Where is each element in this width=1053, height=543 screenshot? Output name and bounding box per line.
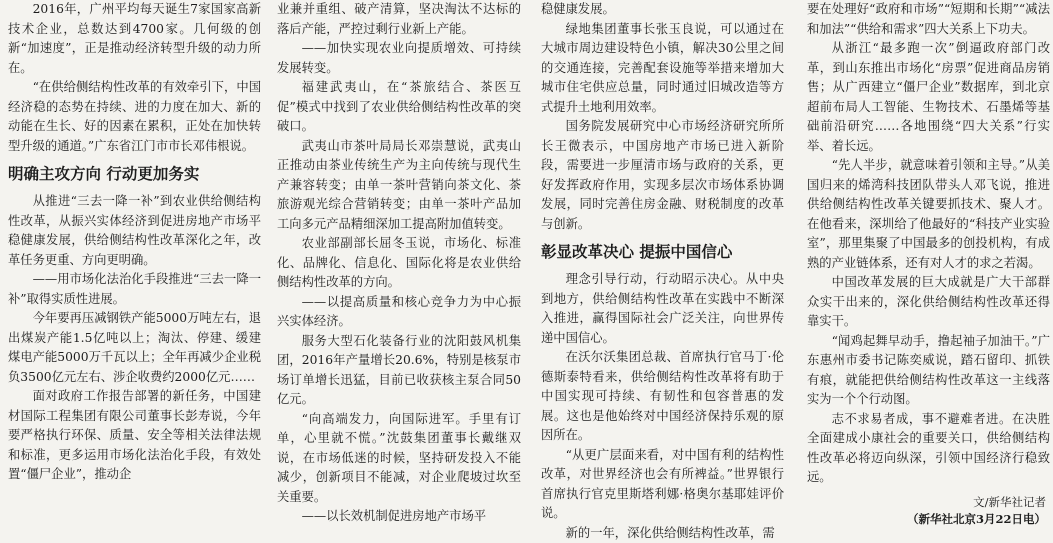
article-column-1 <box>8 0 261 532</box>
section-heading: 彰显改革决心 提振中国信心 <box>541 241 784 263</box>
paragraph-continuation: 要在处理好“政府和市场”“短期和长期”“减法和加法”“供给和需求”四大关系上下功夫。 <box>807 0 1050 39</box>
paragraph: “先人半步，就意味着引领和主导。”从美国归来的烯湾科技团队带头人邓飞说，推进供给侧结构性改革关键要抓技术、聚人才。在他看来，深圳给了他最好的“科技产业实验室”，那里集聚了中国最多的创投机构，有成熟的产业链体系，还有对人才的求之若渴。 <box>807 156 1050 273</box>
paragraph: 今年要再压减钢铁产能5000万吨左右，退出煤炭产能1.5亿吨以上；淘汰、停建、缓建煤电产能5000万千瓦以上；全年再减少企业税负3500亿元左右、涉企收费约2000亿元…… <box>8 309 261 387</box>
paragraph: 志不求易者成，事不避难者进。在决胜全面建成小康社会的重要关口，供给侧结构性改革必将迈向纵深，引领中国经济行稳致远。 <box>807 410 1050 488</box>
paragraph: 2016年，广州平均每天诞生7家国家高新技术企业，总数达到4700家。几何级的创新“加速度”，正是推动经济转型升级的动力所在。 <box>8 0 261 78</box>
paragraph: 从推进“三去一降一补”到农业供给侧结构性改革，从振兴实体经济到促进房地产市场平稳健康发展，供给侧结构性改革深化之年，改革任务更重、方向更明确。 <box>8 192 261 270</box>
paragraph: ——加快实现农业向提质增效、可持续发展转变。 <box>277 39 521 78</box>
article-column-2 <box>277 0 521 532</box>
paragraph: 理念引导行动，行动昭示决心。从中央到地方，供给侧结构性改革在实践中不断深入推进，赢得国际社会广泛关注，向世界传递中国信心。 <box>541 270 784 348</box>
paragraph: 国务院发展研究中心市场经济研究所所长王微表示，中国房地产市场已进入新阶段，需要进一步厘清市场与政府的关系，更好发挥政府作用，实现多层次市场体系协调发展，同时完善住房金融、财税制度的改革与创新。 <box>541 117 784 234</box>
paragraph: 绿地集团董事长张玉良说，可以通过在大城市周边建设特色小镇，解决30公里之间的交通连接，完善配套设施等举措来增加大城市住宅供应总量，同时通过旧城改造等方式提升土地利用效率。 <box>541 20 784 118</box>
paragraph: 在沃尔沃集团总裁、首席执行官马丁·伦德斯泰特看来，供给侧结构性改革将有助于中国实现可持续、有韧性和包容普惠的发展。这也是他始终对中国经济保持乐观的原因所在。 <box>541 348 784 446</box>
paragraph: 服务大型石化装备行业的沈阳鼓风机集团，2016年产量增长20.6%，特别是核泵市场订单增长迅猛，目前已收获核主泵合同50亿元。 <box>277 332 521 410</box>
paragraph: 面对政府工作报告部署的新任务，中国建材国际工程集团有限公司董事长彭寿说，今年要严格执行环保、质量、安全等相关法律法规和标准，更多运用市场化法治化手段，有效处置“僵尸企业”，推动企 <box>8 387 261 485</box>
paragraph: 新的一年，深化供给侧结构性改革，需 <box>541 524 784 543</box>
article-column-3 <box>541 0 784 532</box>
column-4-body <box>807 0 1050 488</box>
paragraph: 武夷山市茶叶局局长邓崇慧说，武夷山正推动由茶业传统生产为主向传统与现代生产兼容转变；由单一茶叶营销向茶文化、茶旅游观光综合营销转变；由单一茶叶产品加工向多元产品精细深加工提高附加值转变。 <box>277 137 521 235</box>
byline: 文/新华社记者 <box>807 494 1046 511</box>
paragraph: 农业部副部长屈冬玉说，市场化、标准化、品牌化、信息化、国际化将是农业供给侧结构性改革的方向。 <box>277 234 521 293</box>
paragraph: ——以长效机制促进房地产市场平 <box>277 507 521 527</box>
paragraph: 福建武夷山，在“茶旅结合、茶医互促”模式中找到了农业供给侧结构性改革的突破口。 <box>277 78 521 137</box>
paragraph: “闻鸡起舞早动手，撸起袖子加油干。”广东惠州市委书记陈奕威说，踏石留印、抓铁有痕，就能把供给侧结构性改革这一主线落实为一个个行动图。 <box>807 332 1050 410</box>
paragraph: 从浙江“最多跑一次”倒逼政府部门改革，到山东推出市场化“房票”促进商品房销售；从广西建立“僵尸企业”数据库，到北京超前布局人工智能、生物技术、石墨烯等基础前沿研究……各地围绕“四大关系”行实举、着长远。 <box>807 39 1050 156</box>
paragraph-continuation: 稳健康发展。 <box>541 0 784 20</box>
paragraph: ——用市场化法治化手段推进“三去一降一补”取得实质性进展。 <box>8 270 261 309</box>
paragraph: 中国改革发展的巨大成就是广大干部群众实干出来的，深化供给侧结构性改革还得靠实干。 <box>807 273 1050 332</box>
paragraph-continuation: 业兼并重组、破产清算，坚决淘汰不达标的落后产能，严控过剩行业新上产能。 <box>277 0 521 39</box>
section-heading: 明确主攻方向 行动更加务实 <box>8 163 261 185</box>
dateline: （新华社北京3月22日电） <box>807 511 1046 528</box>
paragraph: “在供给侧结构性改革的有效牵引下，中国经济稳的态势在持续、进的力度在加大、新的动能在生长、好的因素在累积，正处在加快转型升级的通道。”广东省江门市市长邓伟根说。 <box>8 78 261 156</box>
paragraph: ——以提高质量和核心竞争力为中心振兴实体经济。 <box>277 293 521 332</box>
article-column-4 <box>807 0 1050 532</box>
paragraph: “向高端发力，向国际进军。手里有订单，心里就不慌。”沈鼓集团董事长戴继双说，在市场低迷的时候，坚持研发投入不能减少，创新项目不能减，对企业爬坡过坎至关重要。 <box>277 410 521 508</box>
paragraph: “从更广层面来看，对中国有利的结构性改革，对世界经济也会有所裨益。”世界银行首席执行官克里斯塔利娜·格奥尔基耶娃评价说。 <box>541 446 784 524</box>
